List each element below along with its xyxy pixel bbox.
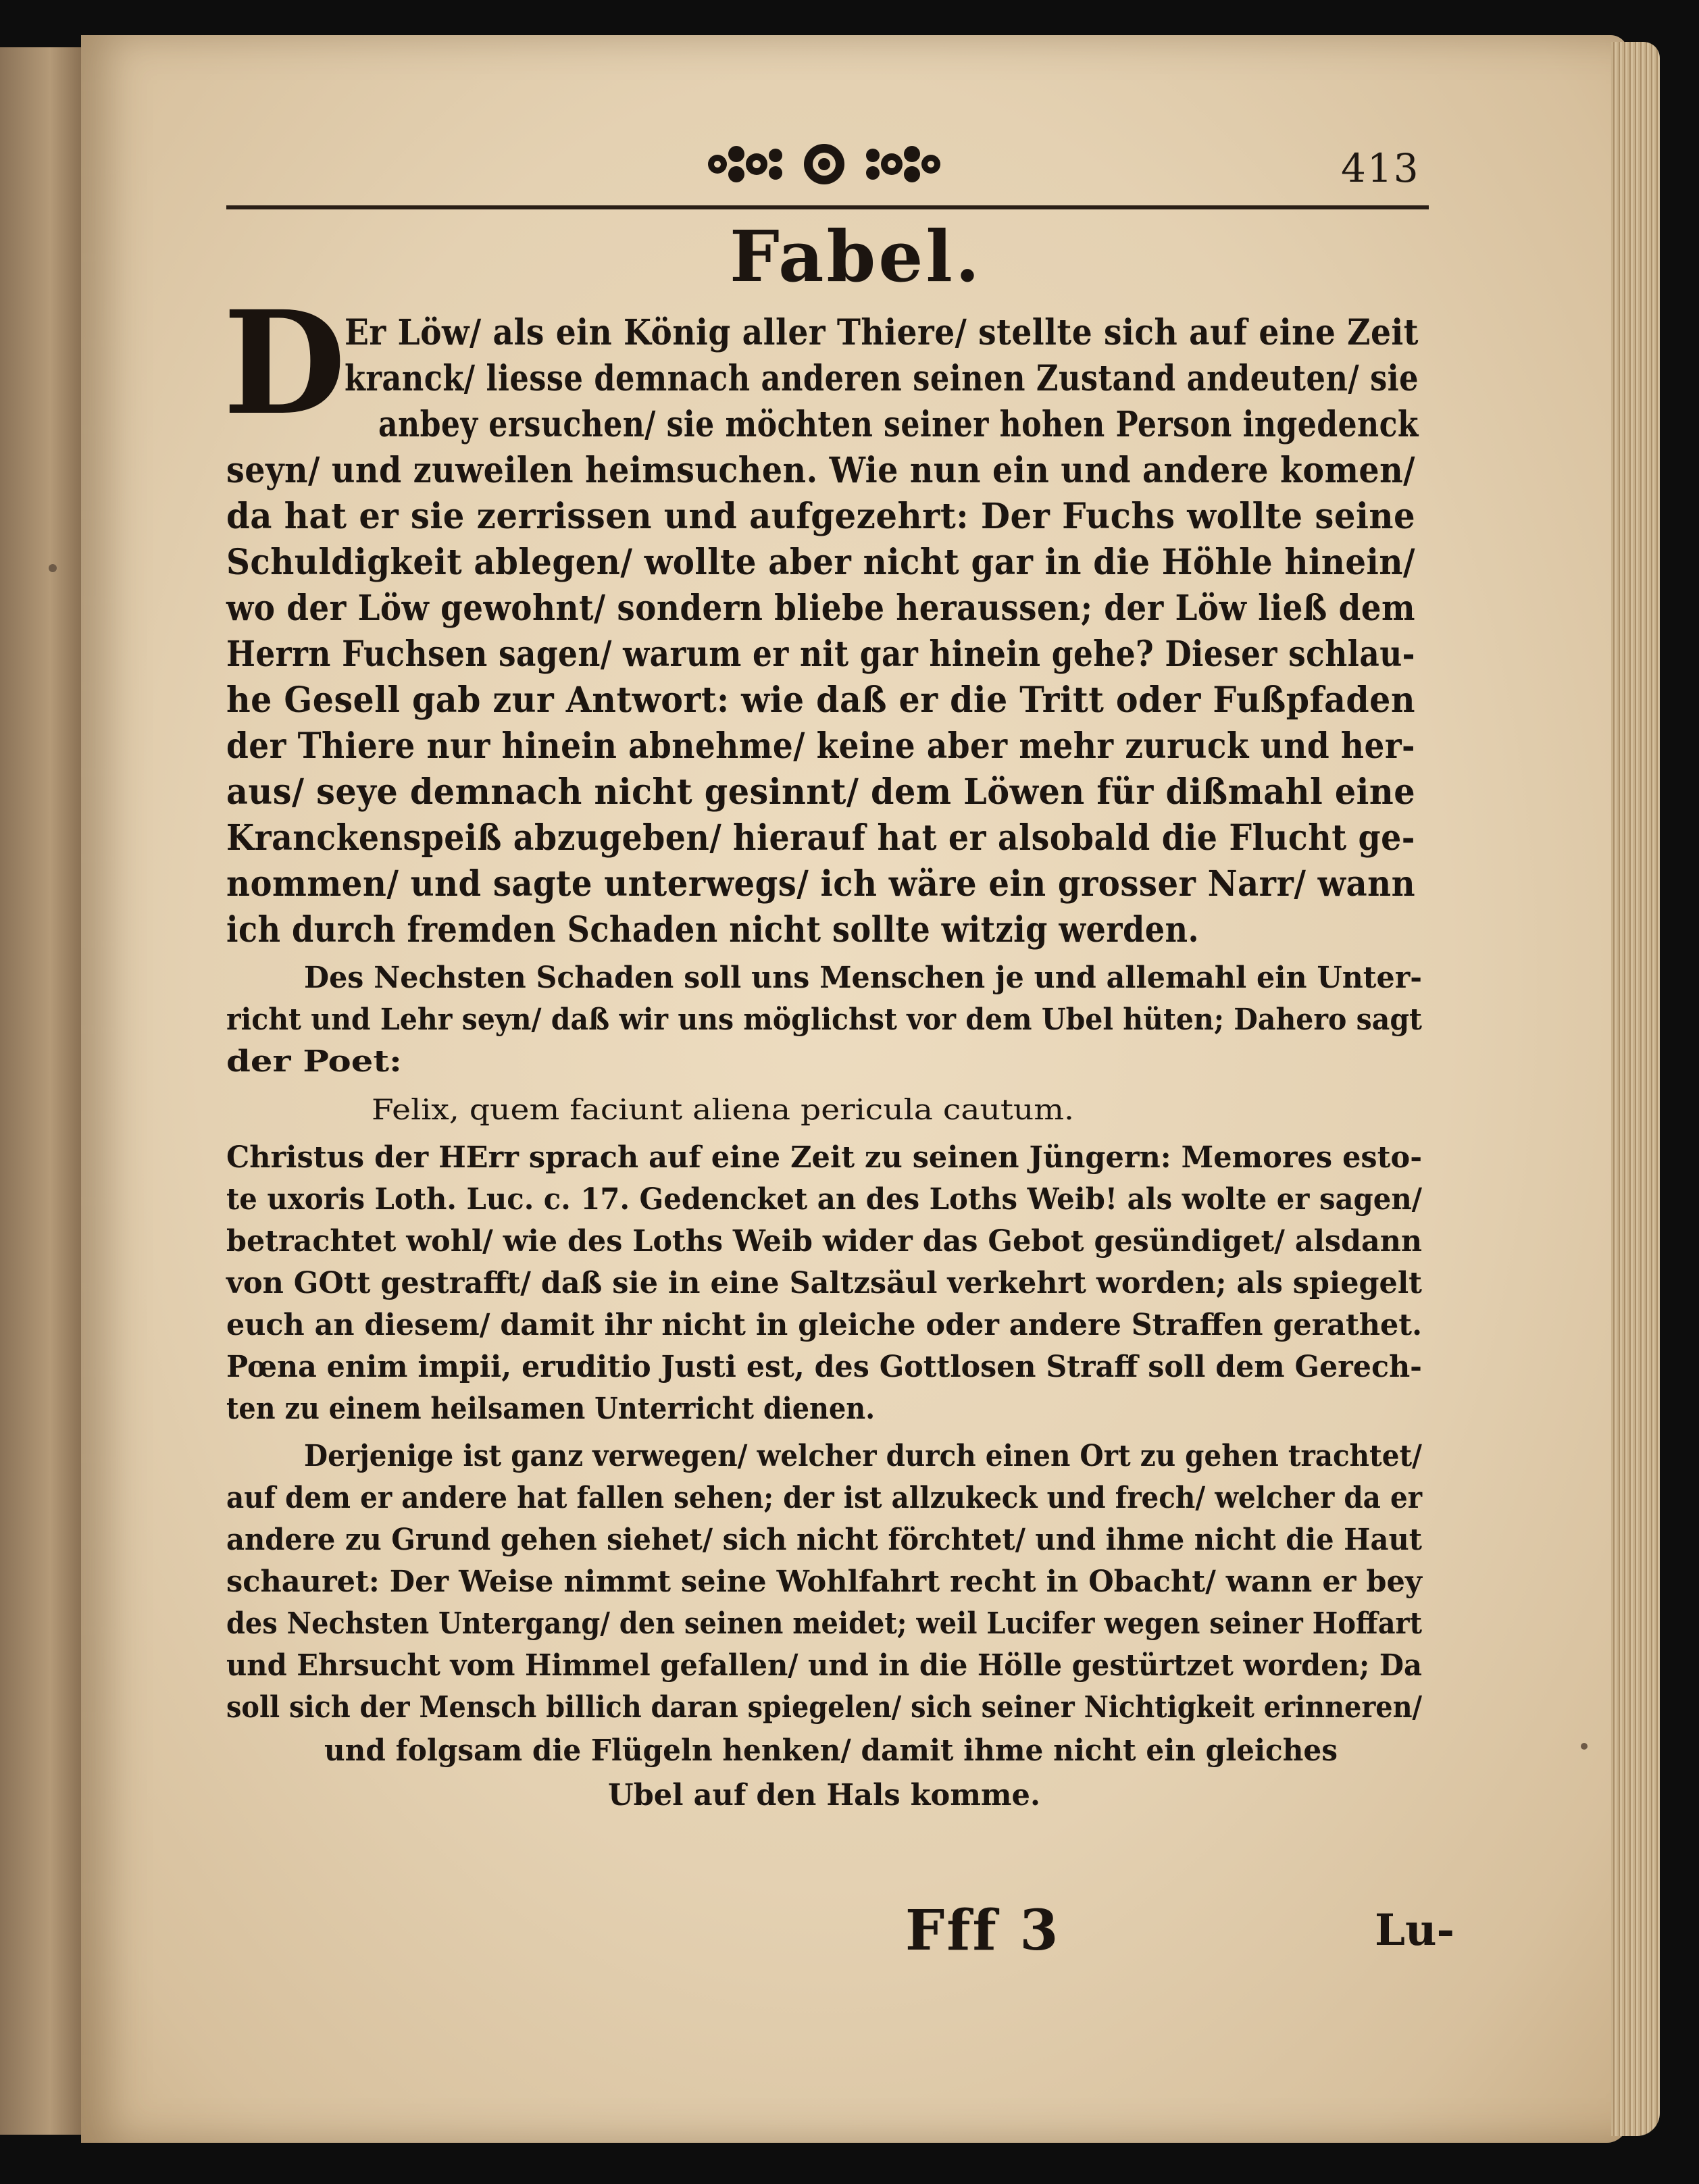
page-block-edges (1611, 42, 1660, 2136)
printer-fleuron-ornament-icon (703, 134, 946, 195)
text-line: und folgsam die Flügeln henken/ damit ihme nicht ein gleiches (324, 1733, 1338, 1768)
fable-title: Fabel. (730, 215, 983, 298)
text-line: der Thiere nur hinein abnehme/ keine aber mehr zuruck und her- (226, 726, 1415, 767)
text-line: Er Löw/ als ein König aller Thiere/ stellte sich auf eine Zeit (345, 312, 1419, 353)
text-line: Christus der HErr sprach auf eine Zeit zu seinen Jüngern: Memores esto- (226, 1140, 1423, 1175)
text-line: nommen/ und sagte unterwegs/ ich wäre ein grosser Narr/ wann (226, 863, 1416, 905)
text-line: Des Nechsten Schaden soll uns Menschen je und allemahl ein Unter- (304, 961, 1422, 995)
paper-speck (1581, 1743, 1588, 1750)
page-number: 413 (1341, 145, 1420, 191)
text-line: ich durch fremden Schaden nicht sollte witzig werden. (226, 909, 1200, 950)
text-line: und Ehrsucht vom Himmel gefallen/ und in die Hölle gestürtzet worden; Da (226, 1648, 1423, 1683)
facing-page-edge (0, 47, 91, 2135)
text-line: he Gesell gab zur Antwort: wie daß er die Tritt oder Fußpfaden (226, 680, 1416, 721)
text-line: seyn/ und zuweilen heimsuchen. Wie nun ein und andere komen/ (226, 450, 1415, 491)
text-line: wo der Löw gewohnt/ sondern bliebe heraussen; der Löw ließ dem (226, 588, 1416, 629)
text-line: richt und Lehr seyn/ daß wir uns möglichst vor dem Ubel hüten; Dahero sagt (226, 1002, 1423, 1037)
header-rule (226, 205, 1429, 209)
text-line: Schuldigkeit ablegen/ wollte aber nicht gar in die Höhle hinein/ (226, 542, 1416, 583)
text-line: der Poet: (226, 1044, 402, 1079)
text-line: betrachtet wohl/ wie des Loths Weib wider das Gebot gesündiget/ alsdann (226, 1224, 1422, 1259)
fleuron-center-icon (798, 138, 851, 191)
text-line: anbey ersuchen/ sie möchten seiner hohen Person ingedenck (378, 404, 1419, 445)
text-line: schauret: Der Weise nimmt seine Wohlfahrt recht in Obacht/ wann er bey (226, 1565, 1422, 1599)
paper-speck (49, 564, 57, 572)
text-line: te uxoris Loth. Luc. c. 17. Gedencket an des Loths Weib! als wolte er sagen/ (226, 1182, 1422, 1217)
decorated-initial: D (223, 280, 347, 447)
text-line: des Nechsten Untergang/ den seinen meidet; weil Lucifer wegen seiner Hoffart (226, 1606, 1423, 1641)
fleuron-left-icon (703, 141, 790, 188)
text-line: auf dem er andere hat fallen sehen; der ist allzukeck und frech/ welcher da er (226, 1481, 1423, 1515)
text-line: Pœna enim impii, eruditio Justi est, des Gottlosen Straff soll dem Gerech- (226, 1350, 1422, 1384)
catchword: Lu- (1375, 1905, 1455, 1956)
text-line: von GOtt gestrafft/ daß sie in eine Saltzsäul verkehrt worden; als spiegelt (226, 1266, 1422, 1300)
text-line: Derjenige ist ganz verwegen/ welcher durch einen Ort zu gehen trachtet/ (304, 1439, 1422, 1473)
text-line: kranck/ liesse demnach anderen seinen Zustand andeuten/ sie (345, 358, 1419, 399)
text-line: Felix, quem faciunt aliena pericula cautum. (372, 1093, 1075, 1126)
text-line: soll sich der Mensch billich daran spiegelen/ sich seiner Nichtigkeit erinneren/ (226, 1690, 1423, 1725)
text-line: Kranckenspeiß abzugeben/ hierauf hat er alsobald die Flucht ge- (226, 817, 1415, 859)
text-line: andere zu Grund gehen siehet/ sich nicht förchtet/ und ihme nicht die Haut (226, 1523, 1422, 1557)
fleuron-right-icon (858, 141, 946, 188)
text-line: Herrn Fuchsen sagen/ warum er nit gar hinein gehe? Dieser schlau- (226, 634, 1415, 675)
text-line: euch an diesem/ damit ihr nicht in gleiche oder andere Straffen gerathet. (226, 1308, 1423, 1342)
text-line: Ubel auf den Hals komme. (608, 1778, 1040, 1812)
text-line: aus/ seye demnach nicht gesinnt/ dem Löwen für dißmahl eine (226, 771, 1416, 813)
text-line: da hat er sie zerrissen und aufgezehrt: Der Fuchs wollte seine (226, 496, 1416, 537)
text-line: ten zu einem heilsamen Unterricht dienen. (226, 1392, 876, 1426)
printer-signature: Fff 3 (905, 1898, 1061, 1963)
